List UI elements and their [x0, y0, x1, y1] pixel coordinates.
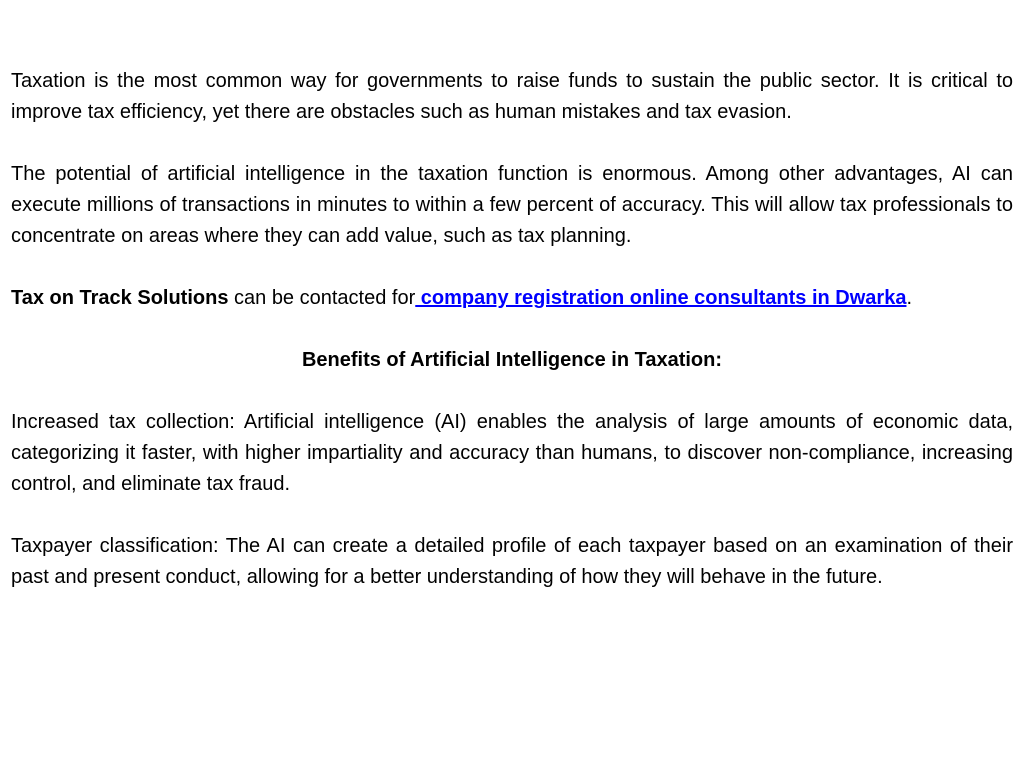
contact-paragraph [11, 283, 1013, 314]
company-name: Tax on Track Solutions [11, 287, 229, 309]
benefits-heading: Benefits of Artificial Intelligence in Taxation: [301, 349, 723, 371]
contact-text: can be contacted for [228, 287, 416, 309]
intro-paragraph: Taxation is the most common way for governments to raise funds to sustain the public sector. It is critical to improve tax efficiency, yet there are obstacles such as human mistakes and tax evasion. [11, 70, 1013, 123]
ai-potential-paragraph: The potential of artificial intelligence in the taxation function is enormous. Among other advantages, AI can execute millions of transactions in minutes to within a few percent of accuracy. This will allow tax professionals to concentrate on areas where they can add value, such as tax planning. [11, 163, 1013, 247]
company-registration-link[interactable]: company registration online consultants in Dwarka [415, 287, 907, 309]
taxpayer-classification-paragraph: Taxpayer classification: The AI can create a detailed profile of each taxpayer based on an examination of their past and present conduct, allowing for a better understanding of how they will behave in the future. [11, 535, 1013, 588]
contact-end: . [906, 287, 913, 309]
tax-collection-paragraph: Increased tax collection: Artificial intelligence (AI) enables the analysis of large amounts of economic data, categorizing it faster, with higher impartiality and accuracy than humans, to discover non-compliance, increasing control, and eliminate tax fraud. [11, 411, 1013, 495]
